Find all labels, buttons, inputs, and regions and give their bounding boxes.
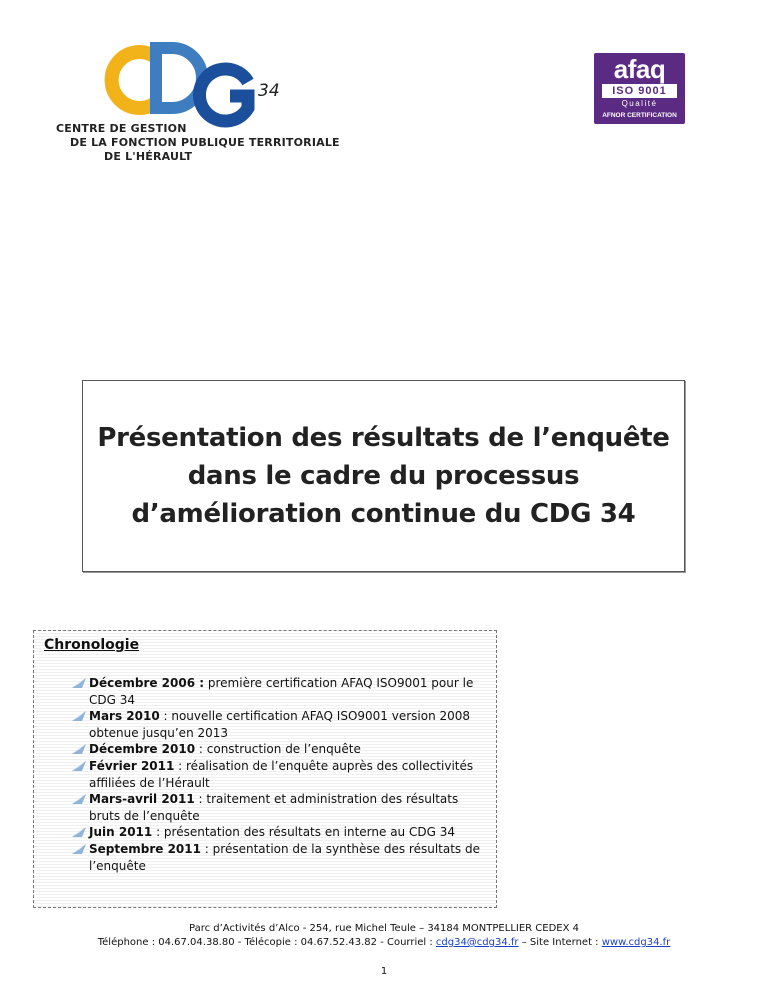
chronology-item [72, 841, 490, 874]
cdg-caption-line-3: DE L'HÉRAULT [104, 150, 193, 163]
cdg-letters-graphic [92, 42, 292, 134]
arrow-bullet-icon [72, 794, 86, 804]
afaq-iso-label: ISO 9001 [602, 84, 677, 98]
chronology-item [72, 758, 490, 791]
chronology-text: : nouvelle certification AFAQ ISO9001 version 2008 obtenue jusqu’en 2013 [89, 709, 471, 740]
chronology-item [72, 708, 490, 741]
chronology-text: : présentation des résultats en interne au CDG 34 [152, 825, 455, 840]
cdg-caption [52, 122, 340, 164]
chronology-text: : construction de l’enquête [195, 742, 361, 757]
arrow-bullet-icon [72, 711, 86, 721]
afaq-quality-label: Qualité [621, 99, 658, 108]
chronology-list [72, 675, 490, 874]
chronology-box [33, 630, 497, 908]
document-title [97, 419, 669, 533]
title-box [82, 380, 685, 572]
title-line-2: dans le cadre du processus [187, 461, 580, 491]
footer-site-text: – Site Internet : [518, 937, 602, 948]
chronology-text: : réalisation de l’enquête auprès des collectivités affiliées de l’Hérault [89, 758, 474, 790]
footer-address: Parc d’Activités d’Alco - 254, rue Michel Teule – 34184 MONTPELLIER CEDEX 4 [189, 923, 579, 934]
footer-contact-line [0, 936, 768, 950]
chronology-item [72, 824, 490, 841]
chronology-date: Mars-avril 2011 [89, 792, 195, 807]
cdg-caption-line-1: CENTRE DE GESTION [56, 122, 187, 135]
footer-phone-text: Téléphone : 04.67.04.38.80 - Télécopie : 04.67.52.43.82 - Courriel : [97, 937, 436, 948]
chronology-text: : traitement et administration des résultats bruts de l’enquête [89, 792, 459, 823]
chronology-item [72, 741, 490, 758]
afaq-iso-logo [594, 53, 685, 124]
chronology-item [72, 675, 490, 708]
website-link[interactable]: www.cdg34.fr [601, 937, 671, 948]
arrow-bullet-icon [72, 761, 86, 771]
arrow-bullet-icon [72, 827, 86, 837]
chronology-date: Mars 2010 [89, 709, 160, 724]
chronology-date: Juin 2011 [89, 825, 153, 840]
cdg34-logo [52, 42, 340, 174]
title-line-1: Présentation des résultats de l’enquête [97, 423, 670, 453]
afaq-name: afaq [613, 54, 666, 84]
chronology-date: Février 2011 [89, 758, 175, 773]
cdg-number: 34 [258, 81, 280, 101]
cdg-caption-line-2: DE LA FONCTION PUBLIQUE TERRITORIALE [70, 136, 340, 149]
arrow-bullet-icon [72, 844, 86, 854]
email-link[interactable]: cdg34@cdg34.fr [435, 937, 519, 948]
letter-c-shape [112, 52, 154, 108]
page-number: 1 [380, 966, 388, 977]
chronology-text: première certification AFAQ ISO9001 pour le CDG 34 [89, 676, 474, 707]
afaq-certification-label: AFNOR CERTIFICATION [602, 112, 677, 119]
chronology-heading: Chronologie [44, 637, 140, 653]
title-line-3: d’amélioration continue du CDG 34 [131, 499, 636, 529]
chronology-item [72, 791, 490, 824]
chronology-date: Septembre 2011 [89, 841, 201, 856]
footer [0, 922, 768, 950]
letter-g-shape [199, 69, 248, 121]
chronology-date: Décembre 2006 : [89, 676, 205, 690]
arrow-bullet-icon [72, 744, 86, 754]
chronology-date: Décembre 2010 [89, 742, 196, 757]
arrow-bullet-icon [72, 678, 86, 688]
chronology-text: : présentation de la synthèse des résultats de l’enquête [89, 841, 480, 873]
